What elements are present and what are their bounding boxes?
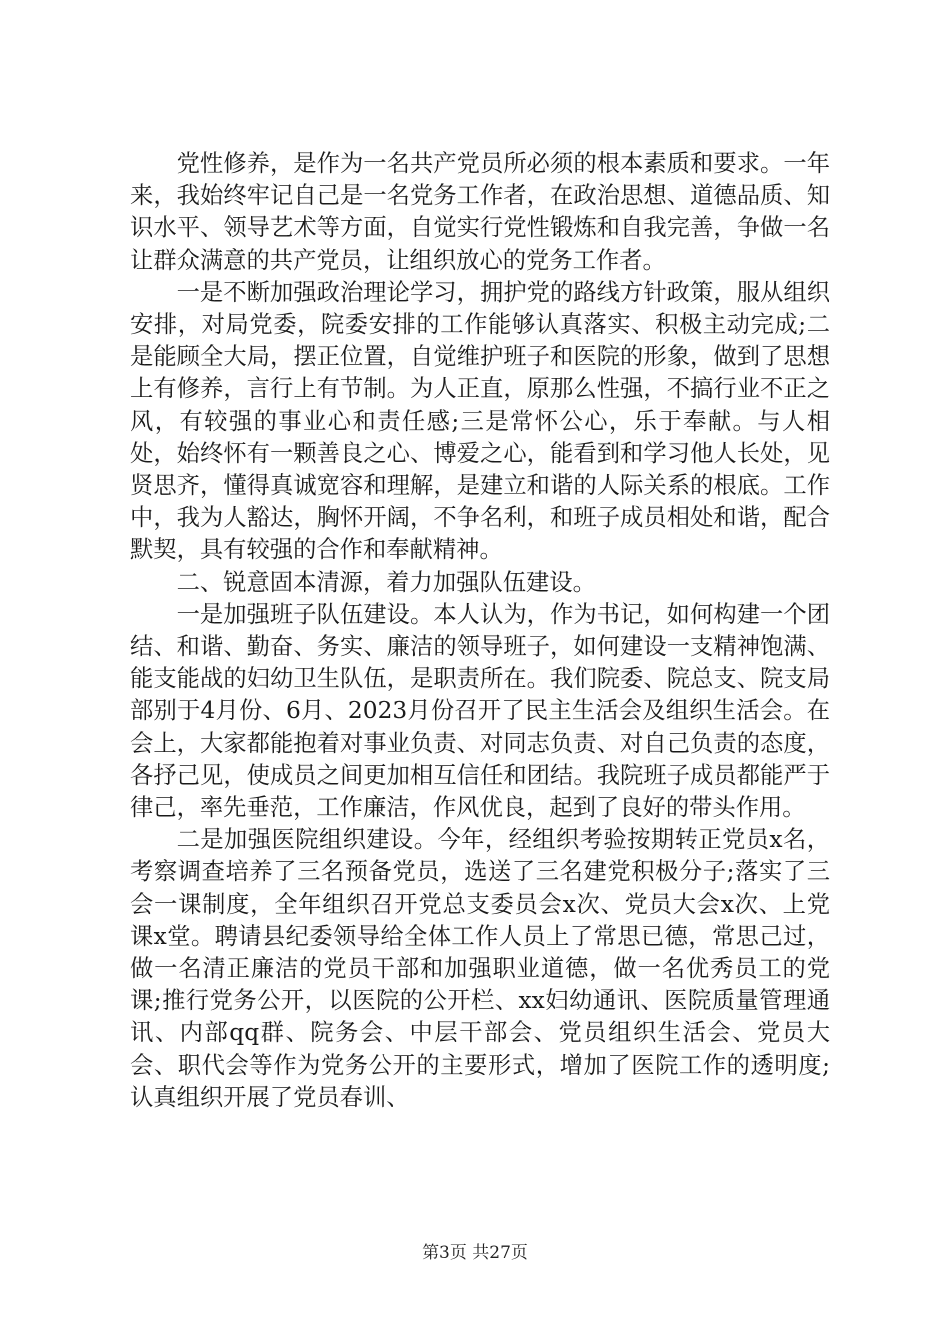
paragraph-political-study: 一是不断加强政治理论学习，拥护党的路线方针政策，服从组织安排，对局党委，院委安排的工作能够认真落实、积极主动完成;二是能顾全大局，摆正位置，自觉维护班子和医院的形象，做到了思想上有修养，言行上有节制。为人正直，原那么性强，不搞行业不正之风，有较强的事业心和责任感;三是常怀公心，乐于奉献。与人相处，始终怀有一颗善良之心、博爱之心，能看到和学习他人长处，见贤思齐，懂得真诚宽容和理解，是建立和谐的人际关系的根底。工作中，我为人豁达，胸怀开阔，不争名利，和班子成员相处和谐，配合默契，具有较强的合作和奉献精神。	[130, 278, 830, 564]
section-heading-team-building: 二、锐意固本清源，着力加强队伍建设。	[176, 568, 596, 596]
document-body	[130, 148, 830, 1114]
paragraph-party-cultivation: 党性修养，是作为一名共产党员所必须的根本素质和要求。一年来，我始终牢记自己是一名党务工作者，在政治思想、道德品质、知识水平、领导艺术等方面，自觉实行党性锻炼和自我完善，争做一名让群众满意的共产党员，让组织放心的党务工作者。	[130, 150, 830, 274]
paragraph-leadership-team: 一是加强班子队伍建设。本人认为，作为书记，如何构建一个团结、和谐、勤奋、务实、廉洁的领导班子，如何建设一支精神饱满、能支能战的妇幼卫生队伍，是职责所在。我们院委、院总支、院支局部别于4月份、6月、2023月份召开了民主生活会及组织生活会。在会上，大家都能抱着对事业负责、对同志负责、对自己负责的态度，各抒己见，使成员之间更加相互信任和团结。我院班子成员都能严于律己，率先垂范，工作廉洁，作风优良，起到了良好的带头作用。	[130, 600, 830, 822]
page-number-footer: 第3页 共27页	[422, 1243, 528, 1263]
paragraph-organization-building: 二是加强医院组织建设。今年，经组织考验按期转正党员x名，考察调查培养了三名预备党员，选送了三名建党积极分子;落实了三会一课制度，全年组织召开党总支委员会x次、党员大会x次、上党课x堂。聘请县纪委领导给全体工作人员上了常思已德，常思己过，做一名清正廉洁的党员干部和加强职业道德，做一名优秀员工的党课;推行党务公开，以医院的公开栏、xx妇幼通讯、医院质量管理通讯、内部qq群、院务会、中层干部会、党员组织生活会、党员大会、职代会等作为党务公开的主要形式，增加了医院工作的透明度;认真组织开展了党员春训、	[130, 826, 830, 1111]
